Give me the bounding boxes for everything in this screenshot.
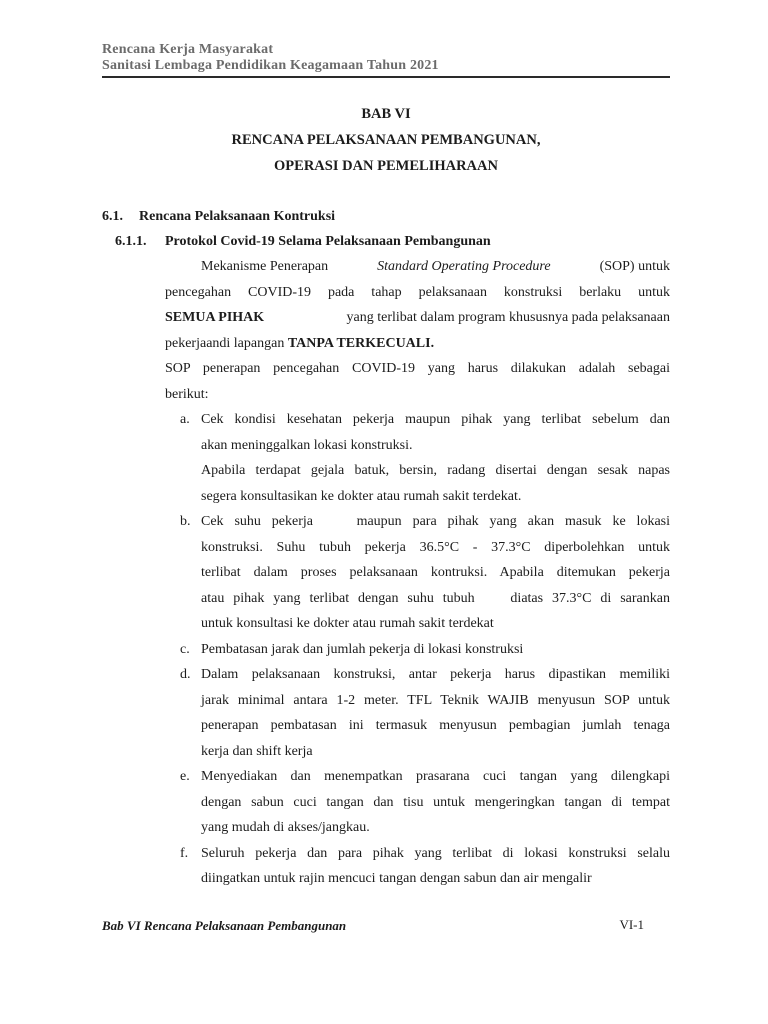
header-title-line2: Sanitasi Lembaga Pendidikan Keagamaan Tahun 2021 xyxy=(102,58,439,73)
chapter-title-line1: RENCANA PELAKSANAAN PEMBANGUNAN, xyxy=(231,132,541,148)
intro-emphasis: TANPA TERKECUALI. xyxy=(287,336,435,351)
list-item-line: kerja dan shift kerja xyxy=(201,744,313,759)
intro-line-2: pencegahan COVID-19 pada tahap pelaksanaan konstruksi berlaku untuk xyxy=(165,285,670,300)
list-item-line: segera konsultasikan ke dokter atau rumah sakit terdekat. xyxy=(201,489,522,504)
list-item-line: dengan sabun cuci tangan dan tisu untuk mengeringkan tangan di tempat xyxy=(201,795,670,810)
section-number: 6.1. xyxy=(102,209,123,224)
list-item-line: Apabila terdapat gejala batuk, bersin, radang disertai dengan sesak napas xyxy=(201,463,670,478)
list-marker: f. xyxy=(180,846,189,861)
list-item-line: Dalam pelaksanaan konstruksi, antar pekerja harus dipastikan memiliki xyxy=(201,667,670,682)
header-title-line1: Rencana Kerja Masyarakat xyxy=(102,42,274,57)
list-item-line: atau pihak yang terlibat dengan suhu tubuh diatas 37.3°C di sarankan xyxy=(201,591,670,606)
intro-emphasis: SEMUA PIHAK xyxy=(165,310,265,325)
list-item-line: akan meninggalkan lokasi konstruksi. xyxy=(201,438,413,453)
intro-line-4 xyxy=(165,336,434,352)
list-marker: e. xyxy=(180,769,190,784)
list-item-line: untuk konsultasi ke dokter atau rumah sakit terdekat xyxy=(201,616,494,631)
chapter-number: BAB VI xyxy=(361,106,411,122)
list-marker: a. xyxy=(180,412,190,427)
list-marker: d. xyxy=(180,667,191,682)
intro-text: pekerjaandi lapangan xyxy=(165,336,285,351)
list-item-line: Pembatasan jarak dan jumlah pekerja di lokasi konstruksi xyxy=(201,642,524,657)
header-rule xyxy=(102,76,670,78)
intro-line-1 xyxy=(201,259,670,275)
list-item-line: penerapan pembatasan ini termasuk menyusun pembagian jumlah tenaga xyxy=(201,718,670,733)
list-item-line: yang mudah di akses/jangkau. xyxy=(201,820,370,835)
list-item-line: Cek kondisi kesehatan pekerja maupun pihak yang terlibat sebelum dan xyxy=(201,412,670,427)
chapter-title-line2: OPERASI DAN PEMELIHARAAN xyxy=(274,158,498,174)
list-item-line: terlibat dalam proses pelaksanaan kontruksi. Apabila ditemukan pekerja xyxy=(201,565,670,580)
intro-text: Mekanisme Penerapan xyxy=(201,259,329,274)
intro-line-3 xyxy=(165,310,670,326)
intro-sop-term: Standard Operating Procedure xyxy=(377,259,551,274)
intro-text: (SOP) untuk xyxy=(599,259,670,274)
subsection-number: 6.1.1. xyxy=(115,234,147,249)
intro-line-5: SOP penerapan pencegahan COVID-19 yang harus dilakukan adalah sebagai xyxy=(165,361,670,376)
list-marker: c. xyxy=(180,642,190,657)
list-item-line: Menyediakan dan menempatkan prasarana cuci tangan yang dilengkapi xyxy=(201,769,670,784)
list-item-line: Seluruh pekerja dan para pihak yang terlibat di lokasi konstruksi selalu xyxy=(201,846,670,861)
list-item-line: jarak minimal antara 1-2 meter. TFL Teknik WAJIB menyusun SOP untuk xyxy=(201,693,670,708)
list-item-line: diingatkan untuk rajin mencuci tangan dengan sabun dan air mengalir xyxy=(201,871,592,886)
list-item-line: konstruksi. Suhu tubuh pekerja 36.5°C - 37.3°C diperbolehkan untuk xyxy=(201,540,670,555)
list-marker: b. xyxy=(180,514,191,529)
footer-chapter-title: Bab VI Rencana Pelaksanaan Pembangunan xyxy=(102,918,347,933)
list-item-line: Cek suhu pekerja maupun para pihak yang akan masuk ke lokasi xyxy=(201,514,670,529)
section-title: Rencana Pelaksanaan Kontruksi xyxy=(139,209,336,224)
footer-page-number: VI-1 xyxy=(619,917,644,932)
subsection-title: Protokol Covid-19 Selama Pelaksanaan Pembangunan xyxy=(165,234,491,249)
intro-line-6: berikut: xyxy=(165,387,209,402)
intro-text: yang terlibat dalam program khususnya pada pelaksanaan xyxy=(346,310,670,325)
